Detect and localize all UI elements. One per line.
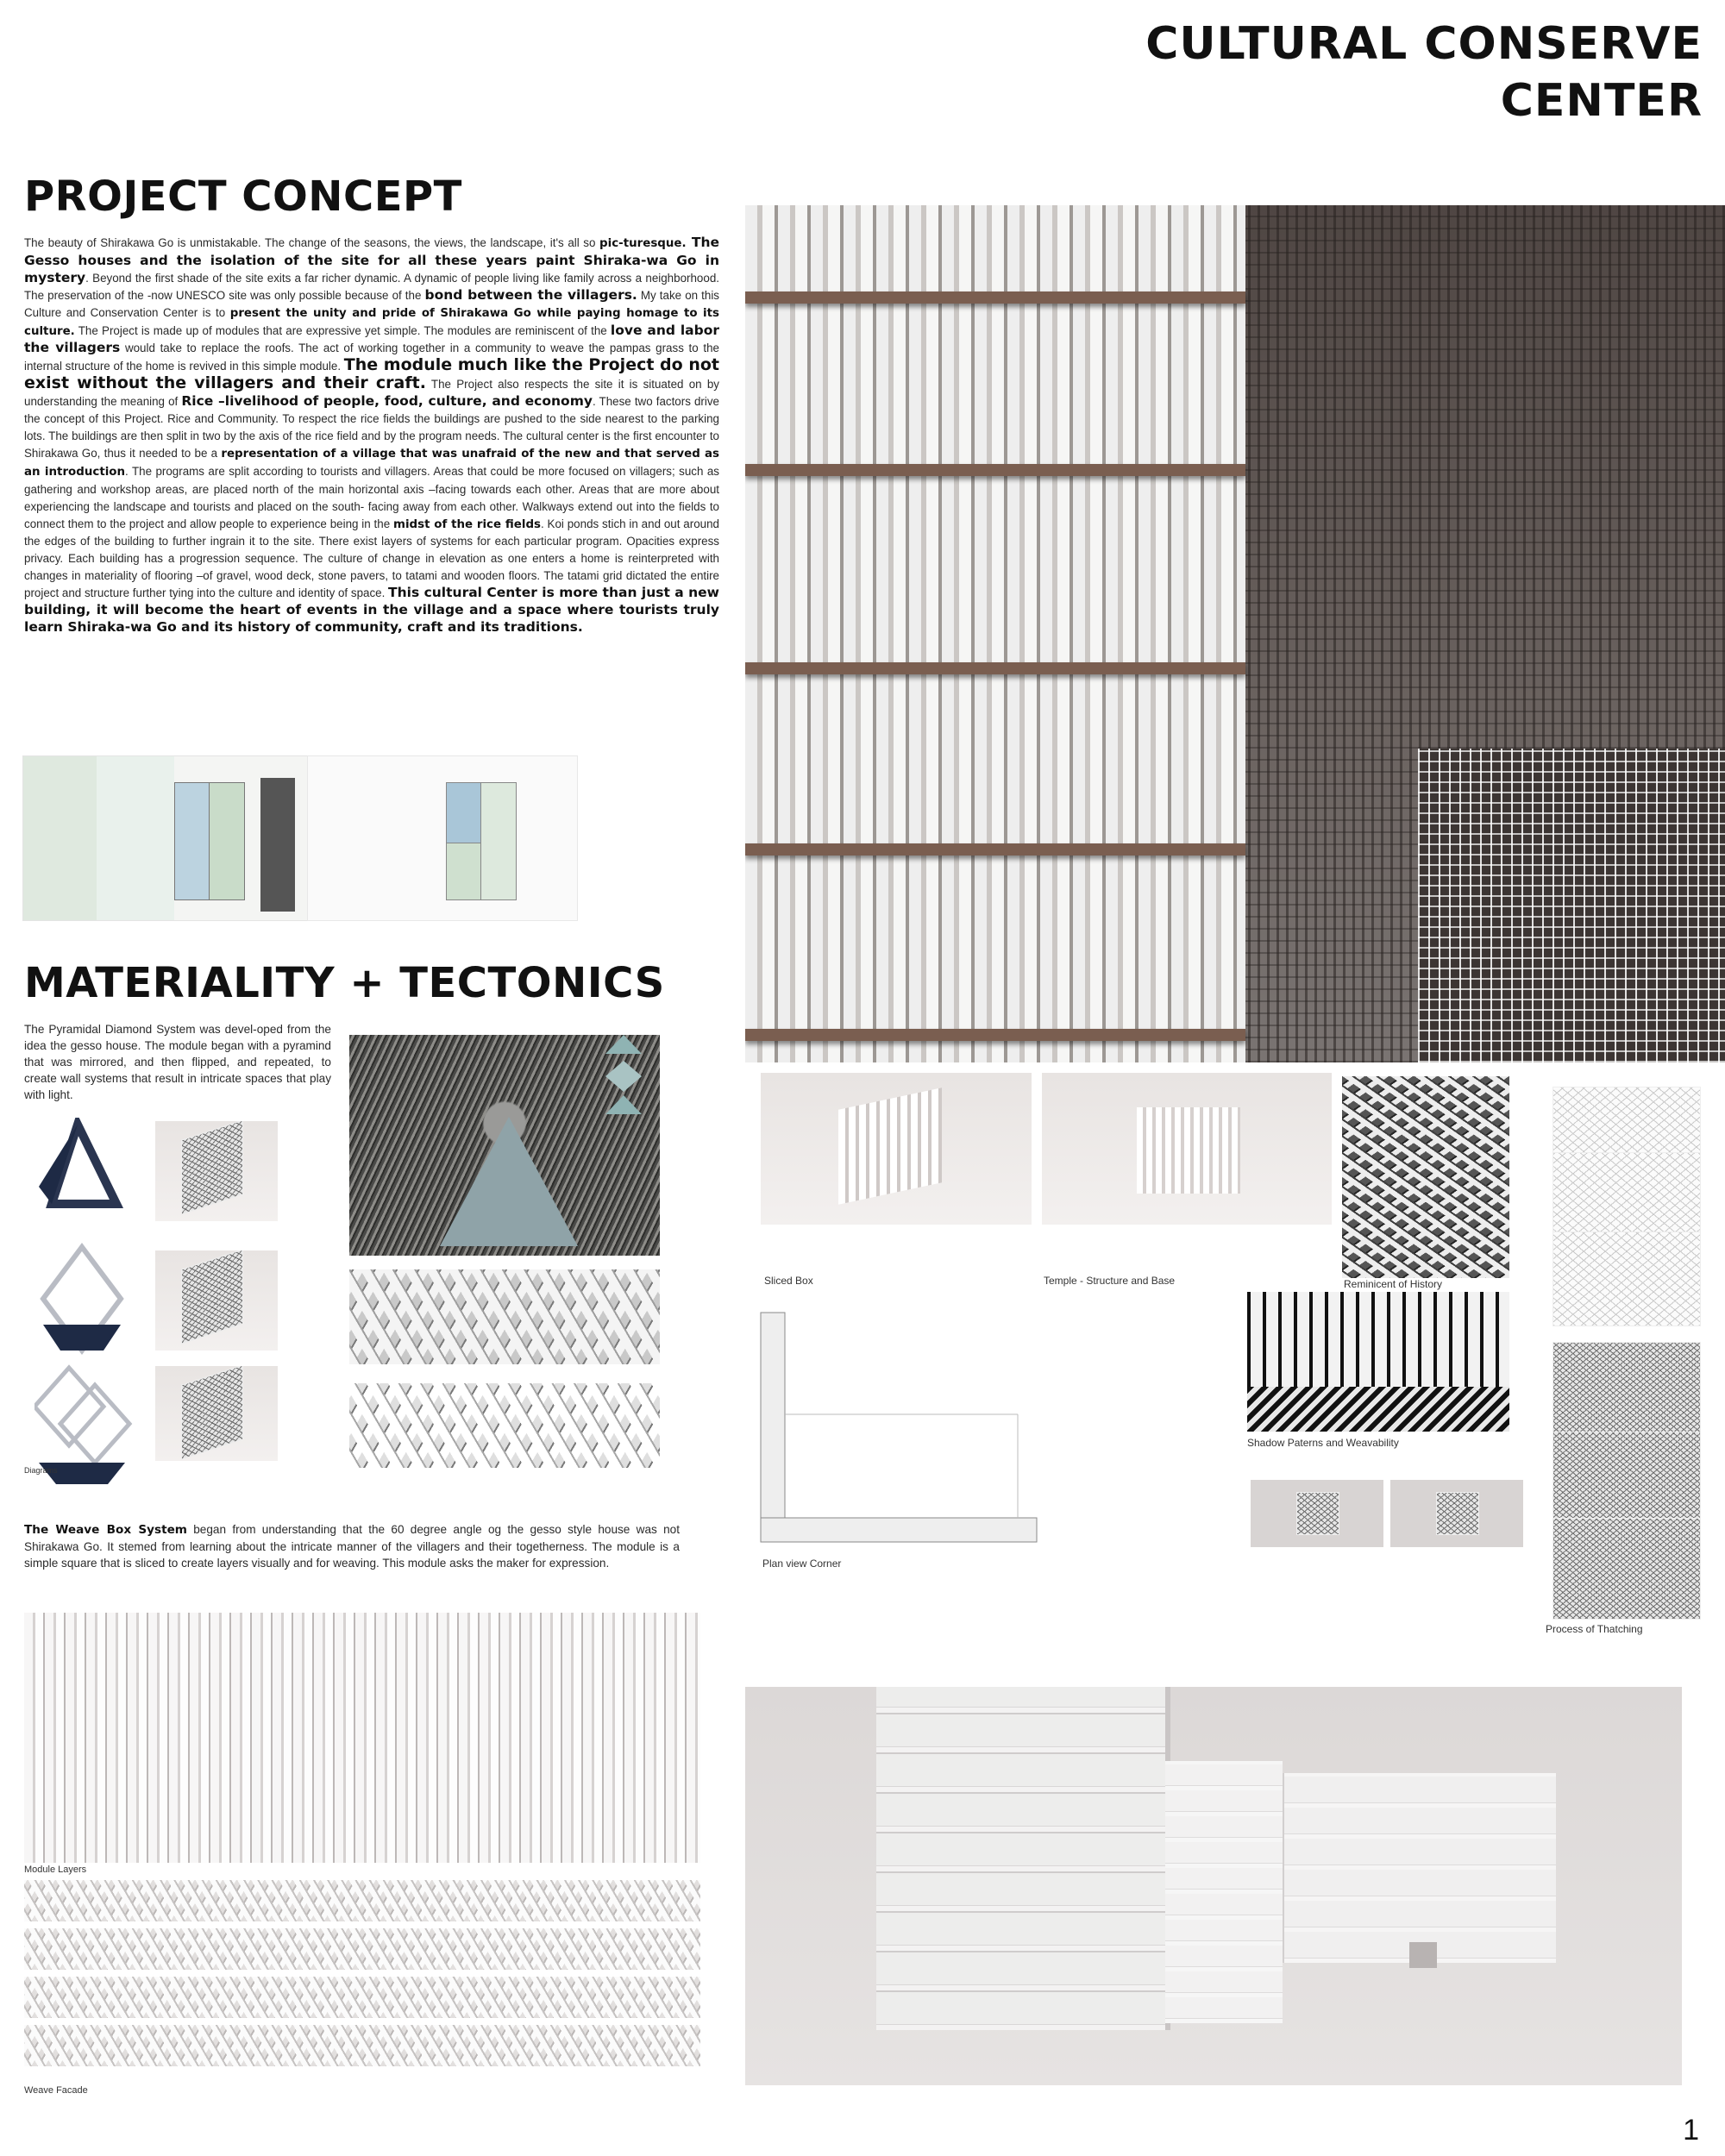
hero-lattice-light — [1418, 749, 1725, 1062]
module-layers-render — [24, 1613, 700, 1863]
thatching-step-5 — [1552, 1432, 1701, 1520]
thatching-caption: Process of Thatching — [1546, 1623, 1643, 1635]
weave-facade-strip-3 — [24, 1977, 700, 2018]
page-number: 1 — [1683, 2114, 1699, 2147]
module-layers-label: Module Layers — [24, 1865, 87, 1875]
diamond-icon-1 — [605, 1035, 642, 1054]
thatching-step-4 — [1552, 1342, 1701, 1445]
concept-paragraph: The beauty of Shirakawa Go is unmistakable. The change of the seasons, the views, the landscape, it's all so pic-turesque. The Gesso houses and the isolation of the site for all these years paint Shiraka-wa Go in mystery. Beyond the first shade of the site exits a far richer dynamic. A dynamic of people living like family across a neighborhood. The preservation of the -now UNESCO site was only possible because of the bond between the villagers. My take on this Culture and Conservation Center is to present the unity and pride of Shirakawa Go while paying homage to its culture. The Project is made up of modules that are expressive yet simple. The modules are reminiscent of the love and labor the villagers would take to replace the roofs. The act of working together in a community to weave the pampas grass to the internal structure of the home is revived in this simple module. The module much like the Project do not exist without the villagers and their craft. The Project also respects the site it is situated on by understanding the meaning of Rice –livelihood of people, food, culture, and economy. These two factors drive the concept of this Project. Rice and Community. To respect the rice fields the buildings are pushed to the side nearest to the parking lots. The buildings are then split in two by the axis of the rice field and by the program needs. The cultural center is the first encounter to Shirakawa Go, thus it needed to be a representation of a village that was unafraid of the new and that served as an introduction. The programs are split according to tourists and villagers. Areas that could be more focused on villagers; such as gathering and workshop areas, are placed north of the main horizontal axis –facing towards each other. Areas that are more about experiencing the landscape and tourists and placed on the south- facing away from each other. Walkways extend out into the fields to connect them to the project and allow people to experience being in the midst of the rice fields. Koi ponds stich in and out around the edges of the building to further ingrain it to the site. There exist layers of systems for each particular program. Opacities express privacy. Each building has a progression sequence. The culture of change in elevation as one enters a home is reinterpreted with changes in materiality of flooring –of gravel, wood deck, stone pavers, to tatami and wooden floors. The tatami grid dictated the entire project and structure further tying into the culture and identity of space. This cultural Center is more than just a new building, it will become the heart of events in the village and a space where tourists truly learn Shiraka-wa Go and its history of community, craft and its traditions. — [24, 235, 720, 635]
plan-corner-caption: Plan view Corner — [762, 1557, 842, 1570]
temple-caption: Temple - Structure and Base — [1044, 1275, 1176, 1287]
building-block-b — [1283, 1773, 1556, 1963]
shadow-pattern-render — [1247, 1292, 1509, 1432]
site-plan-1 — [22, 755, 309, 921]
sliced-box-caption: Sliced Box — [764, 1275, 813, 1287]
field-zone — [97, 756, 174, 920]
program-block-tourists — [446, 782, 482, 844]
building-entrance — [1409, 1942, 1437, 1968]
weave-facade-strip-1 — [24, 1880, 700, 1921]
building-block-b-side — [1165, 1761, 1283, 2023]
diamond-icon-2 — [605, 1061, 642, 1092]
title-line-2: CENTER — [1500, 75, 1703, 127]
parking-block — [260, 778, 295, 912]
poster-title — [1145, 16, 1703, 129]
gable-window — [440, 1117, 578, 1246]
weave-facade-strip-2 — [24, 1928, 700, 1970]
history-photo — [1342, 1076, 1509, 1278]
sliced-box-render — [761, 1073, 1032, 1225]
program-block-villagers — [446, 843, 482, 900]
pyramid-wall-pattern-1 — [349, 1269, 660, 1364]
shadow-caption: Shadow Paterns and Weavability — [1247, 1437, 1399, 1449]
weave-box-text: The Weave Box System began from understanding that the 60 degree angle og the gesso style house was not Shirakawa Go. It stemed from learning about the intricate manner of the villagers and their togetherness. The module is a simple square that is sliced to create layers visually and for weaving. This module asks the maker for expression. — [24, 1523, 680, 1570]
pyramid-module-render-1 — [155, 1121, 278, 1221]
pyramid-text: The Pyramidal Diamond System was devel-oped from the idea the gesso house. The module began with a pyramind that was mirrored, and then flipped, and repeated, to create wall systems that result in intricate spaces that play with light. — [24, 1023, 331, 1101]
weave-facade-strip-4 — [24, 2025, 700, 2066]
module-tile-2 — [1390, 1480, 1523, 1547]
hero-render — [745, 205, 1725, 1062]
pyramid-diagram-2 — [43, 1247, 121, 1351]
pyramid-module-render-2 — [155, 1250, 278, 1351]
history-caption: Reminicent of History — [1344, 1278, 1443, 1290]
diagrams-label: Diagrams — [24, 1466, 58, 1475]
building-block-a — [876, 1687, 1165, 2030]
pyramid-module-render-3 — [155, 1366, 278, 1461]
building-footprint-a — [174, 782, 210, 900]
thatching-step-3 — [1552, 1232, 1701, 1326]
materiality-heading: MATERIALITY + TECTONICS — [24, 959, 665, 1007]
plan-view-corner — [759, 1311, 1044, 1544]
pyramid-diagrams — [34, 1118, 138, 1497]
pyramid-wall-pattern-2 — [349, 1383, 660, 1468]
hero-weave-facade — [745, 205, 1245, 1062]
module-tile-1 — [1251, 1480, 1383, 1547]
diamond-icons — [604, 1035, 643, 1121]
diamond-icon-3 — [605, 1095, 642, 1114]
thatching-step-6 — [1552, 1518, 1701, 1620]
site-plan-2 — [307, 755, 578, 921]
building-render — [745, 1687, 1682, 2085]
concept-heading: PROJECT CONCEPT — [24, 172, 462, 221]
building-footprint-b — [209, 782, 245, 900]
rice-field-zone — [23, 756, 97, 920]
title-line-1: CULTURAL CONSERVE — [1145, 18, 1703, 70]
program-block-c — [480, 782, 517, 900]
temple-render — [1042, 1073, 1332, 1225]
pyramid-diagram-1 — [39, 1125, 116, 1204]
weave-facade-label: Weave Facade — [24, 2085, 88, 2096]
